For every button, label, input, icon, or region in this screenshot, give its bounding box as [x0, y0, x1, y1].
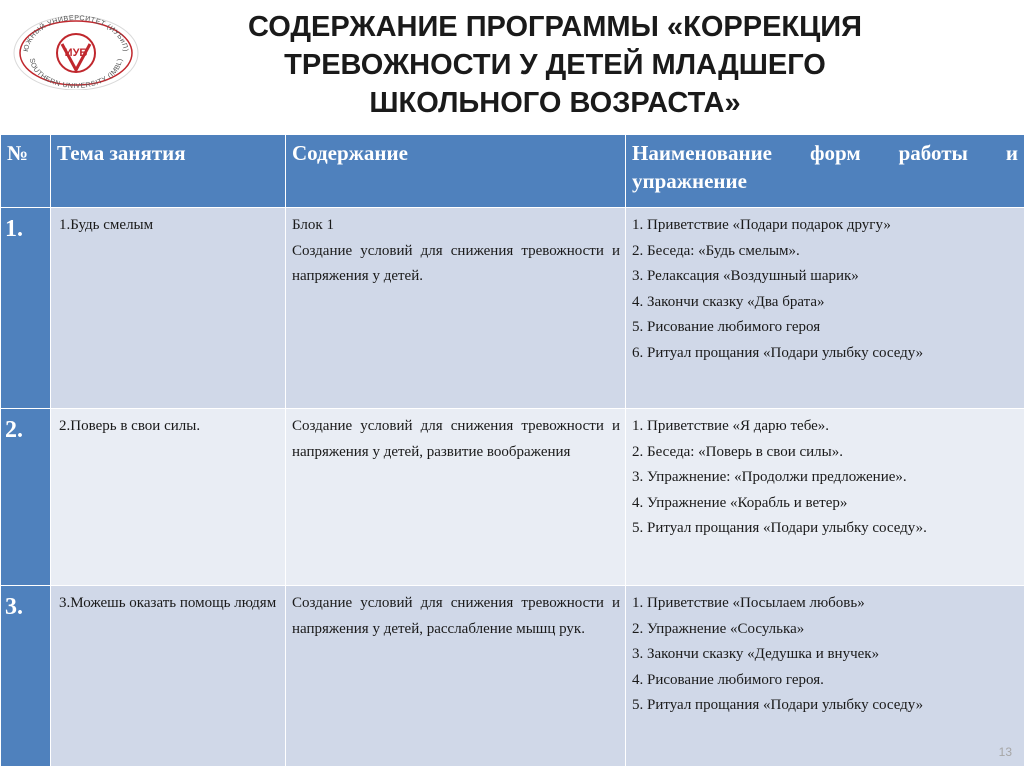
- list-item: 4. Рисование любимого героя.: [632, 671, 824, 688]
- list-item: 2. Беседа: «Поверь в свои силы».: [632, 443, 843, 460]
- header-number: №: [1, 135, 51, 208]
- table-row: [1, 586, 1024, 767]
- list-item: 2. Беседа: «Будь смелым».: [632, 242, 800, 259]
- row-topic: 1.Будь смелым: [51, 208, 286, 409]
- list-item: 3. Упражнение: «Продолжи предложение».: [632, 469, 907, 485]
- list-item: 5. Ритуал прощания «Подари улыбку соседу»: [632, 697, 924, 713]
- row-number: 3.: [1, 586, 51, 767]
- list-item: 5. Ритуал прощания «Подари улыбку соседу».: [632, 520, 927, 536]
- content-line: Создание условий для снижения тревожности и напряжения у детей, развитие воображения: [292, 418, 620, 460]
- content-line: Создание условий для снижения тревожности и напряжения у детей, расслабление мышц рук.: [292, 595, 620, 637]
- row-forms: [626, 409, 1024, 586]
- table-row: [1, 208, 1024, 409]
- list-item: 1. Приветствие «Подари подарок другу»: [632, 217, 891, 233]
- row-topic: 3.Можешь оказать помощь людям: [51, 586, 286, 767]
- university-seal-icon: [10, 12, 142, 90]
- table-row: [1, 409, 1024, 586]
- title-line: СОДЕРЖАНИЕ ПРОГРАММЫ «КОРРЕКЦИЯ: [248, 11, 862, 43]
- list-item: 3. Релаксация «Воздушный шарик»: [632, 268, 859, 284]
- page-number: 13: [998, 745, 1012, 759]
- slide-title: [175, 8, 935, 122]
- row-content: [286, 409, 626, 586]
- row-forms: [626, 208, 1024, 409]
- row-topic: 2.Поверь в свои силы.: [51, 409, 286, 586]
- title-line: ШКОЛЬНОГО ВОЗРАСТА»: [369, 87, 741, 119]
- logo-text-bottom: SOUTHERN UNIVERSITY (IMBL): [27, 57, 125, 90]
- row-number: 2.: [1, 409, 51, 586]
- list-item: 1. Приветствие «Я дарю тебе».: [632, 418, 830, 434]
- list-item: 6. Ритуал прощания «Подари улыбку соседу»: [632, 344, 924, 361]
- row-forms: [626, 586, 1024, 767]
- list-item: 3. Закончи сказку «Дедушка и внучек»: [632, 646, 880, 662]
- title-line: ТРЕВОЖНОСТИ У ДЕТЕЙ МЛАДШЕГО: [284, 49, 826, 81]
- row-content: [286, 208, 626, 409]
- content-line: Блок 1: [292, 217, 334, 233]
- row-number: 1.: [1, 208, 51, 409]
- logo-monogram: ИУБ: [64, 47, 88, 59]
- header-content: Содержание: [286, 135, 626, 208]
- table-header-row: [1, 135, 1024, 208]
- list-item: 1. Приветствие «Посылаем любовь»: [632, 595, 865, 611]
- program-table: [0, 134, 1024, 767]
- list-item: 4. Упражнение «Корабль и ветер»: [632, 494, 848, 511]
- list-item: 5. Рисование любимого героя: [632, 319, 821, 335]
- header-topic: Тема занятия: [51, 135, 286, 208]
- list-item: 2. Упражнение «Сосулька»: [632, 620, 805, 637]
- content-line: Создание условий для снижения тревожности и напряжения у детей.: [292, 242, 620, 284]
- row-content: [286, 586, 626, 767]
- list-item: 4. Закончи сказку «Два брата»: [632, 293, 825, 310]
- header-forms: Наименование форм работы и упражнение: [626, 135, 1024, 208]
- logo-text-top: ЮЖНЫЙ УНИВЕРСИТЕТ (ИУБиП): [22, 14, 129, 53]
